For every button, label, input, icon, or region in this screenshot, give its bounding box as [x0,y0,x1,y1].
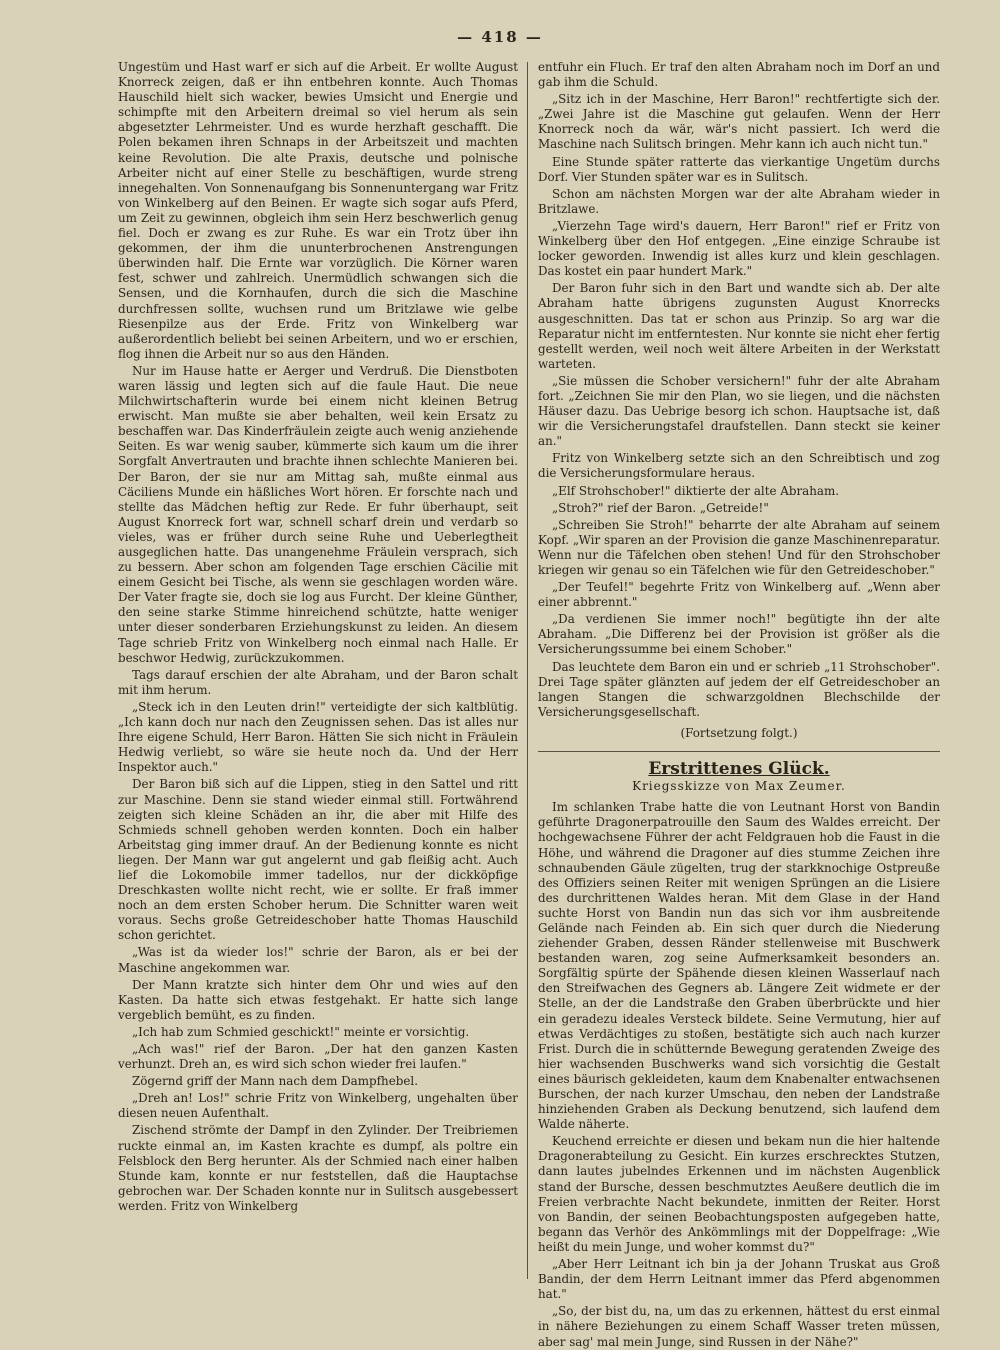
paragraph: „Ich hab zum Schmied geschickt!" meinte er vorsichtig. [132,1024,470,1039]
paragraph: „Sitz ich in der Maschine, Herr Baron!" rechtfertigte sich der. „Zwei Jahre ist die Maschine gut gelaufen. Wenn der Herr Knorreck noch da wär, wär's nicht passiert. Ich werd die Maschine nach Sulitsch bringen. Mehr kann ich auch nicht tun." [538,92,940,152]
paragraph: „Da verdienen Sie immer noch!" begütigte ihn der alte Abraham. „Die Differenz bei der Provision ist größer als die Versicherungssumme bei einem Schober." [538,612,940,657]
paragraph: „Aber Herr Leitnant ich bin ja der Johann Truskat aus Groß Bandin, der dem Herrn Leitnant immer das Pferd abgenommen hat." [538,1257,940,1302]
paragraph: „So, der bist du, na, um das zu erkennen, hättest du erst einmal in nähere Beziehungen zu einem Schaff Wasser treten müssen, aber sag' mal mein Junge, sind Russen in der Nähe?" [538,1304,940,1349]
left-column [118,60,518,1281]
column-divider [527,62,528,1279]
paragraph: „Was ist da wieder los!" schrie der Baron, als er bei der Maschine angekommen war. [118,945,518,975]
paragraph: Fritz von Winkelberg setzte sich an den Schreibtisch und zog die Versicherungsformulare heraus. [538,451,940,481]
paragraph: „Schreiben Sie Stroh!" beharrte der alte Abraham auf seinem Kopf. „Wir sparen an der Provision die ganze Maschinenreparatur. Wenn nur die Täfelchen oben stehen! Und für den Strohschober kriegen wir genau so ein Täfelchen wie für den Getreideschober." [538,517,940,577]
paragraph: Nur im Hause hatte er Aerger und Verdruß. Die Dienstboten waren lässig und legten sich auf die faule Haut. Die neue Milchwirtschafterin wurde bei einem nicht kleinen Betrug erwischt. Man mußte sie aber behalten, weil kein Ersatz zu beschaffen war. Das Kinderfräulein zeigte auch wenig anziehende Seiten. Es war wenig sauber, kümmerte sich kaum um die ihrer Sorgfalt Anvertrauten und brachte ihnen schlechte Manieren bei. Der Baron, der sie nur am Mittag sah, mußte einmal aus Cäciliens Munde ein häßliches Wort hören. Er forschte nach und stellte das Mädchen heftig zur Rede. Er fuhr überhaupt, seit August Knorreck fort war, schnell scharf drein und verdarb so vieles, was er früher durch seine Ruhe und Ueberlegtheit ausgeglichen hatte. Das unangenehme Fräulein versprach, sich zu bessern. Aber schon am folgenden Tage erschien Cäcilie mit einem Gesicht bei Tische, als wenn sie geschlagen worden wäre. Der Vater fragte sie, doch sie log aus Furcht. Der kleine Günther, den seine starke Stimme hinreichend schützte, hatte weniger unter dieser sonderbaren Erziehungskunst zu leiden. An diesem Tage schrieb Fritz von Winkelberg noch einmal nach Halle. Er beschwor Hedwig, zurückzukommen. [118,363,518,665]
paragraph: Der Baron fuhr sich in den Bart und wandte sich ab. Der alte Abraham hatte übrigens zugunsten August Knorrecks ausgeschnitten. Das tat er schon aus Prinzip. So arg war die Reparatur nicht im entferntesten. Nur konnte sie nicht eher fertig gestellt werden, weil noch weit ältere Arbeiten in der Werkstatt warteten. [538,281,940,371]
paragraph: entfuhr ein Fluch. Er traf den alten Abraham noch im Dorf an und gab ihm die Schuld. [538,60,940,90]
page-number: — 418 — [457,28,543,46]
story-title: Erstrittenes Glück. [648,759,830,780]
paragraph: Eine Stunde später ratterte das vierkantige Ungetüm durchs Dorf. Vier Stunden später war es in Sulitsch. [538,154,940,184]
paragraph: Zögernd griff der Mann nach dem Dampfhebel. [132,1074,418,1089]
paragraph: Schon am nächsten Morgen war der alte Abraham wieder in Britzlawe. [538,186,940,216]
paragraph: „Vierzehn Tage wird's dauern, Herr Baron!" rief er Fritz von Winkelberg über den Hof entgegen. „Eine einzige Schraube ist locker geworden. Inwendig ist alles kurz und klein geschlagen. Das kostet ein paar hundert Mark." [538,218,940,279]
paragraph: Ungestüm und Hast warf er sich auf die Arbeit. Er wollte August Knorreck zeigen, daß er ihn entbehren konnte. Auch Thomas Hauschild hielt sich wacker, bewies Umsicht und Energie und schimpfte mit den Arbeitern dreimal so viel herum als sein abgesetzter Lehrmeister. Und es wurde herzhaft geschafft. Die Polen bekamen ihren Schnaps in der Arbeitszeit und machten keine Revolution. Die alte Praxis, deutsche und polnische Arbeiter nicht auf einer Stelle zu beschäftigen, wurde streng innegehalten. Von Sonnenaufgang bis Sonnenuntergang war Fritz von Winkelberg auf den Beinen. Er wagte sich sogar aufs Pferd, um Zeit zu gewinnen, obgleich ihm sein Herz beschwerlich genug fiel. Doch er zwang es zur Ruhe. Es war ein Trotz über ihn gekommen, der ihm die ununterbrochenen Anstrengungen überwinden half. Die Ernte war vorzüglich. Die Körner waren fest, schwer und zahlreich. Unermüdlich schwangen sich die Sensen, und die Kornhaufen, durch die sich die Maschine durchfressen sollte, wuchsen rund um Britzlawe wie gelbe Riesenpilze aus der Erde. Fritz von Winkelberg war außerordentlich beliebt bei seinen Arbeitern, und wo er erschien, flog ihnen die Arbeit nur so aus den Händen. [118,60,518,361]
paragraph: „Stroh?" rief der Baron. „Getreide!" [552,500,769,515]
paragraph: „Sie müssen die Schober versichern!" fuhr der alte Abraham fort. „Zeichnen Sie mir den Plan, wo sie liegen, und die nächsten Häuser dazu. Das Uebrige besorg ich schon. Hauptsache ist, daß wir die Versicherungstafel draufstellen. Dann steckt sie keiner an." [538,373,940,449]
paragraph: Der Baron biß sich auf die Lippen, stieg in den Sattel und ritt zur Maschine. Denn sie stand wieder einmal still. Fortwährend zeigten sich kleine Schäden an ihr, die aber mit Hilfe des Schmieds schnell gehoben werden konnten. Doch ein halber Arbeitstag ging immer drauf. An der Bedienung konnte es nicht liegen. Der Mann war gut angelernt und gab fleißig acht. Auch lief die Lokomobile immer tadellos, nur der dickköpfige Dreschkasten wollte nicht recht, wie er sollte. Er fraß immer noch an dem ersten Schober herum. Die Schnitter waren weit voraus. Sechs große Getreideschober hatte Thomas Hauschild schon gerichtet. [118,777,518,943]
paragraph: Tags darauf erschien der alte Abraham, und der Baron schalt mit ihm herum. [118,667,518,697]
paragraph: Zischend strömte der Dampf in den Zylinder. Der Treibriemen ruckte einmal an, im Kasten krachte es dumpf, als poltre ein Felsblock den Berg herunter. Als der Schmied nach einer halben Stunde kam, konnte er nur feststellen, daß die Hauptachse gebrochen war. Der Schaden konnte nur in Sulitsch ausgebessert werden. Fritz von Winkelberg [118,1123,518,1213]
paragraph: Keuchend erreichte er diesen und bekam nun die hier haltende Dragonerabteilung zu Gesicht. Ein kurzes erschrecktes Stutzen, dann lautes jubelndes Erkennen und im nächsten Augenblick stand der Bursche, dessen beschmutztes Aeußere deutlich die im Freien verbrachte Nacht bekundete, inmitten der Reiter. Horst von Bandin, der seinen Beobachtungsposten aufgegeben hatte, begann das Verhör des Ankömmlings mit der Doppelfrage: „Wie heißt du mein Junge, und woher kommst du?" [538,1134,940,1254]
paragraph: Der Mann kratzte sich hinter dem Ohr und wies auf den Kasten. Da hatte sich etwas festgehakt. Er hatte sich lange vergeblich bemüht, es zu finden. [118,977,518,1022]
paragraph: „Dreh an! Los!" schrie Fritz von Winkelberg, ungehalten über diesen neuen Aufenthalt. [118,1091,518,1121]
story-subtitle: Kriegsskizze von Max Zeumer. [632,779,846,794]
section-divider [538,751,940,752]
right-column [538,60,940,1349]
paragraph: Das leuchtete dem Baron ein und er schrieb „11 Strohschober". Drei Tage später glänzten auf jedem der elf Getreideschober an langen Stangen die schwarzgoldnen Blechschilde der Versicherungsgesellschaft. [538,659,940,719]
paragraph: „Ach was!" rief der Baron. „Der hat den ganzen Kasten verhunzt. Dreh an, es wird sich schon wieder frei laufen." [118,1042,518,1072]
paragraph: „Elf Strohschober!" diktierte der alte Abraham. [552,483,840,498]
paragraph: „Steck ich in den Leuten drin!" verteidigte der sich kaltblütig. „Ich kann doch nur nach den Zeugnissen sehen. Das ist alles nur Ihre eigene Schuld, Herr Baron. Hätten Sie sich nicht in Fräulein Hedwig verliebt, so wäre sie heute noch da. Und der Herr Inspektor auch." [118,699,518,775]
paragraph: Im schlanken Trabe hatte die von Leutnant Horst von Bandin geführte Dragonerpatrouille den Saum des Waldes erreicht. Der hochgewachsene Führer der acht Feldgrauen hob die Faust in die Höhe, und während die Dragoner auf dies stumme Zeichen ihre schnaubenden Gäule zügelten, trug der starkknochige Ostpreuße des Offiziers seinen Reiter mit wenigen Sprüngen an die Lisiere des durchrittenen Waldes heran. Mit dem Glase in der Hand suchte Horst von Bandin nun das sich vor ihm ausbreitende Gelände nach Feinden ab. Ein sich quer durch die Niederung ziehender Graben, dessen Ränder stellenweise mit Buschwerk bestanden waren, zog seine Aufmerksamkeit besonders an. Sorgfältig spürte der Spähende diesen kleinen Wasserlauf nach den Streifwachen des Gegners ab. Längere Zeit widmete er der Stelle, an der die Landstraße den Graben überbrückte und hier ein geradezu ideales Versteck bildete. Seine Vermutung, hier auf etwas Verdächtiges zu stoßen, bestätigte sich auch nach kurzer Frist. Durch die in schütternde Bewegung geratenden Zweige des hier wachsenden Buschwerks wand sich vorsichtig die Gestalt eines bäurisch gekleideten, kaum dem Knabenalter entwachsenen Burschen, der nach kurzer Umschau, den neben der Landstraße hinziehenden Graben als Deckung benutzend, sich laufend dem Walde näherte. [538,800,940,1132]
paragraph: „Der Teufel!" begehrte Fritz von Winkelberg auf. „Wenn aber einer abbrennt." [538,580,940,610]
continuation-note: (Fortsetzung folgt.) [680,725,798,740]
